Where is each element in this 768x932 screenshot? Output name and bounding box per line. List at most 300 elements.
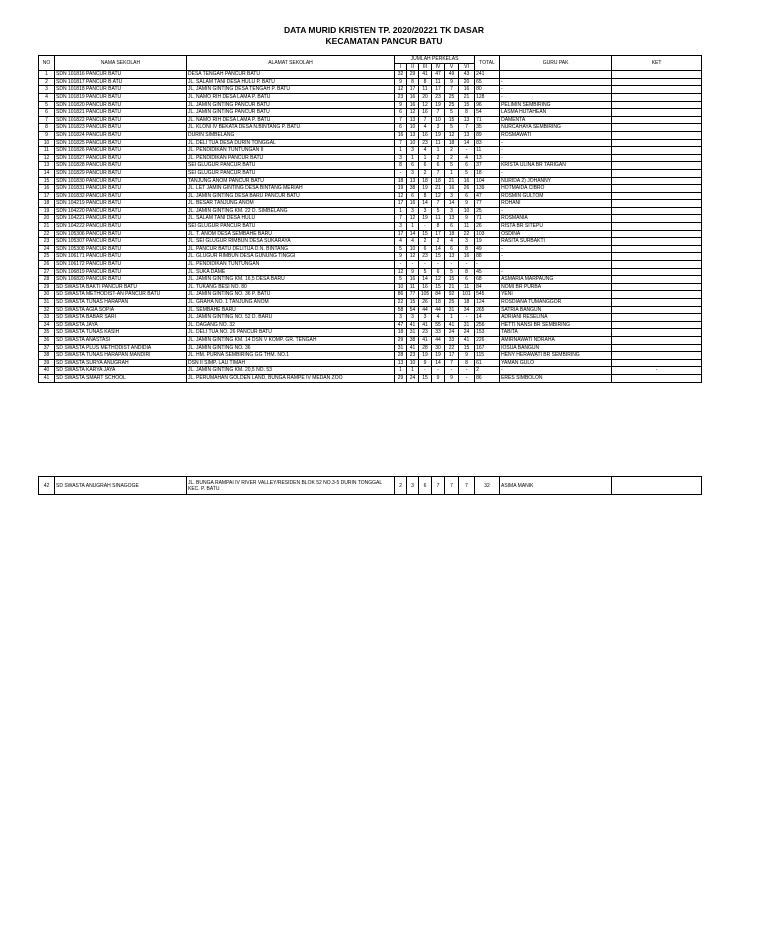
cell-kelas: 5 xyxy=(395,245,407,253)
cell-kelas: - xyxy=(407,261,419,269)
cell-kelas: 20 xyxy=(419,93,432,101)
cell-kelas: 9 xyxy=(407,268,419,276)
cell-alamat-sekolah: JL. PENDIDIKAN TUNTUNGAN II xyxy=(187,147,395,155)
cell-no: 7 xyxy=(39,116,55,124)
cell-ket xyxy=(612,261,702,269)
cell-ket xyxy=(612,147,702,155)
table-row xyxy=(39,124,702,132)
cell-kelas: 18 xyxy=(419,177,432,185)
cell-total: 11 xyxy=(475,147,500,155)
cell-kelas: 16 xyxy=(407,200,419,208)
cell-ket xyxy=(612,374,702,382)
cell-kelas: 8 xyxy=(459,268,475,276)
cell-kelas: 11 xyxy=(459,223,475,231)
cell-kelas: 6 xyxy=(459,162,475,170)
cell-alamat-sekolah: JL. PENDIDIKAN TUNTUNGAN xyxy=(187,261,395,269)
cell-nama-sekolah: SD SWASTA TUNAS HARAPAN xyxy=(55,299,187,307)
cell-kelas: 29 xyxy=(407,71,419,79)
cell-no: 3 xyxy=(39,86,55,94)
cell-kelas: 6 xyxy=(395,124,407,132)
cell-total: 71 xyxy=(475,116,500,124)
cell-total: 19 xyxy=(475,238,500,246)
cell-nama-sekolah: SD SWASTA BABAR SARI xyxy=(55,314,187,322)
cell-total: 37 xyxy=(475,162,500,170)
cell-guru-pak: ADRIANI RESELINA xyxy=(500,314,612,322)
cell-kelas: 15 xyxy=(419,230,432,238)
cell-no: 4 xyxy=(39,93,55,101)
cell-no: 5 xyxy=(39,101,55,109)
cell-ket xyxy=(612,329,702,337)
cell-no: 16 xyxy=(39,185,55,193)
cell-kelas: 2 xyxy=(445,147,459,155)
cell-kelas: 2 xyxy=(419,169,432,177)
cell-kelas: 77 xyxy=(407,291,419,299)
cell-ket xyxy=(612,215,702,223)
header-ket: KET xyxy=(612,56,702,71)
cell-kelas: 16 xyxy=(459,86,475,94)
cell-kelas: 7 xyxy=(445,477,459,495)
cell-alamat-sekolah: JL. DELI TUA DESA DURIN TONGGAL xyxy=(187,139,395,147)
cell-guru-pak: - xyxy=(500,139,612,147)
cell-kelas: 13 xyxy=(407,116,419,124)
cell-kelas: 8 xyxy=(419,192,432,200)
cell-kelas: 10 xyxy=(395,283,407,291)
cell-ket xyxy=(612,200,702,208)
cell-kelas: 6 xyxy=(432,162,445,170)
cell-nama-sekolah: SDN 101819 PANCUR BATU xyxy=(55,93,187,101)
cell-kelas: 19 xyxy=(432,101,445,109)
table-row xyxy=(39,359,702,367)
cell-kelas: 6 xyxy=(459,192,475,200)
cell-kelas: 3 xyxy=(395,223,407,231)
cell-no: 19 xyxy=(39,207,55,215)
cell-guru-pak: ASIMA MANIK xyxy=(500,477,612,495)
cell-ket xyxy=(612,314,702,322)
table-row xyxy=(39,238,702,246)
cell-no: 26 xyxy=(39,261,55,269)
cell-kelas: 2 xyxy=(432,154,445,162)
cell-no: 35 xyxy=(39,329,55,337)
cell-nama-sekolah: SD SWASTA ANASTASI xyxy=(55,336,187,344)
cell-guru-pak: RASITA SURBAKTI xyxy=(500,238,612,246)
cell-kelas: 43 xyxy=(459,71,475,79)
table-row xyxy=(39,71,702,79)
cell-kelas: 18 xyxy=(459,299,475,307)
cell-no: 2 xyxy=(39,78,55,86)
cell-kelas: 7 xyxy=(445,359,459,367)
cell-kelas: 9 xyxy=(432,374,445,382)
page-title: DATA MURID KRISTEN TP. 2020/20221 TK DASAR xyxy=(284,25,484,35)
cell-kelas: 7 xyxy=(395,116,407,124)
header-row xyxy=(39,56,702,64)
header-kelas: IV xyxy=(432,63,445,71)
table-row xyxy=(39,109,702,117)
cell-kelas: 13 xyxy=(459,116,475,124)
cell-total: 128 xyxy=(475,93,500,101)
cell-kelas: 2 xyxy=(445,154,459,162)
cell-kelas: 6 xyxy=(407,162,419,170)
cell-total: 2 xyxy=(475,367,500,375)
cell-kelas: 16 xyxy=(419,283,432,291)
cell-guru-pak: AMIRNAWATI NDRAHA xyxy=(500,336,612,344)
cell-total: 68 xyxy=(475,276,500,284)
header-nama-sekolah: NAMA SEKOLAH xyxy=(55,56,187,71)
cell-alamat-sekolah: JL. BESAR TANJUNG ANOM xyxy=(187,200,395,208)
cell-guru-pak xyxy=(500,71,612,79)
cell-kelas: 19 xyxy=(419,352,432,360)
cell-total: 65 xyxy=(475,78,500,86)
cell-ket xyxy=(612,93,702,101)
cell-alamat-sekolah: JL. SEI GLUGUR RIMBUN DESA SUKARAYA xyxy=(187,238,395,246)
cell-kelas: 9 xyxy=(419,359,432,367)
cell-no: 34 xyxy=(39,321,55,329)
cell-kelas: 1 xyxy=(395,147,407,155)
cell-alamat-sekolah: JL. PERUMAHAN GOLDEN LAND, BUNGA RAMPE IV MEDAN ZOO xyxy=(187,374,395,382)
cell-nama-sekolah: SDN 104220 PANCUR BATU xyxy=(55,207,187,215)
cell-ket xyxy=(612,238,702,246)
cell-kelas: 17 xyxy=(395,200,407,208)
cell-kelas: 4 xyxy=(395,238,407,246)
table-row xyxy=(39,336,702,344)
cell-kelas: 15 xyxy=(459,344,475,352)
cell-kelas: 26 xyxy=(459,185,475,193)
cell-ket xyxy=(612,344,702,352)
cell-kelas: 3 xyxy=(459,238,475,246)
cell-kelas: 9 xyxy=(459,215,475,223)
cell-ket xyxy=(612,245,702,253)
cell-no: 36 xyxy=(39,336,55,344)
cell-kelas: 9 xyxy=(395,78,407,86)
cell-alamat-sekolah: JL. KLONI IV BEKATA DESA N.BINTANG P. BATU xyxy=(187,124,395,132)
cell-alamat-sekolah: DSN II SIMP. LAU TIMAH xyxy=(187,359,395,367)
cell-no: 31 xyxy=(39,299,55,307)
cell-kelas: 7 xyxy=(432,169,445,177)
cell-kelas: 8 xyxy=(407,78,419,86)
cell-kelas: 6 xyxy=(419,162,432,170)
table-row xyxy=(39,299,702,307)
cell-nama-sekolah: SD SWASTA KARYA JAYA xyxy=(55,367,187,375)
cell-kelas: 8 xyxy=(459,359,475,367)
header-kelas: V xyxy=(445,63,459,71)
table-row xyxy=(39,230,702,238)
cell-kelas: 7 xyxy=(459,477,475,495)
cell-kelas: - xyxy=(419,223,432,231)
cell-guru-pak: - xyxy=(500,86,612,94)
cell-nama-sekolah: SDN 105307 PANCUR BATU xyxy=(55,238,187,246)
cell-total: 32 xyxy=(475,477,500,495)
cell-kelas: 12 xyxy=(445,131,459,139)
cell-kelas: 9 xyxy=(395,253,407,261)
cell-kelas: 10 xyxy=(407,124,419,132)
cell-kelas: 19 xyxy=(419,215,432,223)
cell-kelas: 5 xyxy=(395,276,407,284)
cell-kelas: 12 xyxy=(432,276,445,284)
cell-alamat-sekolah: JL. PANCUR BATU DELITUA D.N. BINTANG xyxy=(187,245,395,253)
table-row xyxy=(39,139,702,147)
cell-nama-sekolah: SDN 101822 PANCUR BATU xyxy=(55,116,187,124)
cell-kelas: 16 xyxy=(419,131,432,139)
cell-kelas: 4 xyxy=(419,147,432,155)
cell-kelas: 1 xyxy=(395,207,407,215)
cell-kelas: 10 xyxy=(459,207,475,215)
cell-alamat-sekolah: DURIN SIMBELANG xyxy=(187,131,395,139)
cell-no: 32 xyxy=(39,306,55,314)
cell-nama-sekolah: SDN 101827 PANCUR BATU xyxy=(55,154,187,162)
cell-ket xyxy=(612,321,702,329)
cell-ket xyxy=(612,192,702,200)
cell-no: 27 xyxy=(39,268,55,276)
cell-kelas: 41 xyxy=(445,321,459,329)
cell-total: 45 xyxy=(475,268,500,276)
cell-alamat-sekolah: JL. GRAHA NO. 1 TANJUNG ANOM xyxy=(187,299,395,307)
cell-ket xyxy=(612,154,702,162)
table-row xyxy=(39,268,702,276)
cell-kelas: 4 xyxy=(445,238,459,246)
cell-total: 26 xyxy=(475,223,500,231)
table-row xyxy=(39,169,702,177)
cell-kelas: 23 xyxy=(395,93,407,101)
cell-ket xyxy=(612,299,702,307)
cell-kelas: 25 xyxy=(445,93,459,101)
cell-guru-pak: NURCAHAYA SEMBIRING xyxy=(500,124,612,132)
cell-kelas: 1 xyxy=(445,169,459,177)
cell-kelas: 5 xyxy=(459,169,475,177)
cell-no: 14 xyxy=(39,169,55,177)
table-row xyxy=(39,223,702,231)
cell-total: 13 xyxy=(475,154,500,162)
cell-kelas: 7 xyxy=(445,86,459,94)
cell-kelas: 18 xyxy=(432,177,445,185)
cell-kelas: 22 xyxy=(445,344,459,352)
cell-kelas: 23 xyxy=(407,352,419,360)
cell-kelas: 21 xyxy=(432,185,445,193)
cell-no: 25 xyxy=(39,253,55,261)
cell-nama-sekolah: SD SWASTA PLUS METHODIST ANDIDIA xyxy=(55,344,187,352)
cell-kelas: 31 xyxy=(459,321,475,329)
cell-kelas: 28 xyxy=(419,344,432,352)
cell-guru-pak: - xyxy=(500,154,612,162)
cell-kelas: 1 xyxy=(445,314,459,322)
cell-kelas: 7 xyxy=(419,116,432,124)
cell-total: 80 xyxy=(475,86,500,94)
cell-total: 18 xyxy=(475,169,500,177)
cell-alamat-sekolah: JL. JAMIN GINTING KM. 22 D. SIMBELANG xyxy=(187,207,395,215)
cell-total: 241 xyxy=(475,71,500,79)
cell-total: 103 xyxy=(475,230,500,238)
cell-kelas: 5 xyxy=(445,162,459,170)
cell-kelas: 5 xyxy=(445,124,459,132)
cell-kelas: 7 xyxy=(395,139,407,147)
cell-kelas: 9 xyxy=(459,200,475,208)
cell-kelas: 8 xyxy=(459,245,475,253)
cell-kelas: 38 xyxy=(407,185,419,193)
header-total: TOTAL xyxy=(475,56,500,71)
table-row xyxy=(39,276,702,284)
cell-kelas: 29 xyxy=(395,336,407,344)
cell-guru-pak: PELIMIN SEMBIRING xyxy=(500,101,612,109)
cell-no: 1 xyxy=(39,71,55,79)
cell-kelas: 9 xyxy=(445,78,459,86)
cell-guru-pak: ROSMANIA xyxy=(500,215,612,223)
cell-no: 17 xyxy=(39,192,55,200)
cell-ket xyxy=(612,71,702,79)
cell-ket xyxy=(612,78,702,86)
cell-ket xyxy=(612,169,702,177)
table-row xyxy=(39,253,702,261)
cell-kelas: 11 xyxy=(459,283,475,291)
cell-kelas: 24 xyxy=(445,329,459,337)
cell-kelas: 28 xyxy=(395,352,407,360)
cell-kelas: 23 xyxy=(419,329,432,337)
cell-kelas: 12 xyxy=(407,215,419,223)
cell-nama-sekolah: SDN 104219 PANCUR BATU xyxy=(55,200,187,208)
cell-kelas: 3 xyxy=(407,169,419,177)
cell-kelas: 33 xyxy=(432,329,445,337)
cell-no: 40 xyxy=(39,367,55,375)
cell-kelas: - xyxy=(459,374,475,382)
cell-kelas: 18 xyxy=(445,230,459,238)
cell-kelas: 6 xyxy=(432,268,445,276)
cell-kelas: 22 xyxy=(395,299,407,307)
cell-kelas: 2 xyxy=(395,477,407,495)
table-row xyxy=(39,477,702,495)
cell-guru-pak: ROSMAWATI xyxy=(500,131,612,139)
cell-kelas: 1 xyxy=(407,154,419,162)
cell-nama-sekolah: SDN 101829 PANCUR BATU xyxy=(55,169,187,177)
table-row xyxy=(39,291,702,299)
cell-ket xyxy=(612,253,702,261)
cell-no: 24 xyxy=(39,245,55,253)
cell-total: 83 xyxy=(475,139,500,147)
cell-kelas: 3 xyxy=(445,207,459,215)
cell-guru-pak: HETTI NANSI BR SEMBIRING xyxy=(500,321,612,329)
cell-alamat-sekolah: SEI GLUGUR PANCUR BATU xyxy=(187,223,395,231)
cell-ket xyxy=(612,101,702,109)
cell-kelas: 5 xyxy=(419,268,432,276)
cell-kelas: 18 xyxy=(395,329,407,337)
cell-kelas: 55 xyxy=(432,321,445,329)
cell-ket xyxy=(612,116,702,124)
cell-guru-pak: KRISTA ULINA BR TARIGAN xyxy=(500,162,612,170)
cell-no: 30 xyxy=(39,291,55,299)
cell-kelas: 86 xyxy=(395,291,407,299)
table-row xyxy=(39,116,702,124)
cell-alamat-sekolah: JL. GLUGUR RIMBUN DESA GUNUNG TINGGI xyxy=(187,253,395,261)
cell-kelas: 8 xyxy=(432,223,445,231)
cell-kelas: 16 xyxy=(395,131,407,139)
cell-kelas: 21 xyxy=(445,177,459,185)
cell-nama-sekolah: SDN 106820 PANCUR BATU xyxy=(55,276,187,284)
cell-guru-pak: - xyxy=(500,245,612,253)
cell-kelas: 6 xyxy=(445,245,459,253)
cell-total: - xyxy=(475,261,500,269)
cell-total: 545 xyxy=(475,291,500,299)
cell-alamat-sekolah: JL. PENDIDIKAN PANCUR BATU xyxy=(187,154,395,162)
cell-alamat-sekolah: JL. JAMIN GINTING NO. 36 xyxy=(187,344,395,352)
cell-no: 23 xyxy=(39,238,55,246)
cell-kelas: - xyxy=(445,367,459,375)
cell-kelas: 3 xyxy=(419,314,432,322)
table-row xyxy=(39,177,702,185)
cell-kelas: 23 xyxy=(432,93,445,101)
cell-ket xyxy=(612,283,702,291)
cell-kelas: 8 xyxy=(395,162,407,170)
cell-ket xyxy=(612,336,702,344)
cell-guru-pak: - xyxy=(500,169,612,177)
header-kelas: I xyxy=(395,63,407,71)
cell-no: 21 xyxy=(39,223,55,231)
cell-kelas: 41 xyxy=(459,336,475,344)
cell-nama-sekolah: SDN 101830 PANCUR BATU xyxy=(55,177,187,185)
cell-no: 33 xyxy=(39,314,55,322)
cell-ket xyxy=(612,352,702,360)
cell-kelas: 16 xyxy=(459,177,475,185)
cell-kelas: 105 xyxy=(419,291,432,299)
cell-total: 77 xyxy=(475,200,500,208)
cell-kelas: 19 xyxy=(419,185,432,193)
cell-ket xyxy=(612,268,702,276)
cell-total: 153 xyxy=(475,329,500,337)
cell-kelas: 1 xyxy=(419,154,432,162)
cell-nama-sekolah: SDN 101828 PANCUR BATU xyxy=(55,162,187,170)
cell-kelas: 3 xyxy=(407,147,419,155)
cell-kelas: 33 xyxy=(445,336,459,344)
table-row xyxy=(39,185,702,193)
cell-total: 35 xyxy=(475,124,500,132)
cell-no: 10 xyxy=(39,139,55,147)
cell-kelas: 34 xyxy=(459,306,475,314)
cell-no: 11 xyxy=(39,147,55,155)
cell-nama-sekolah: SD SWASTA AGIA SOPIA xyxy=(55,306,187,314)
cell-kelas: 17 xyxy=(445,352,459,360)
cell-kelas: 9 xyxy=(445,374,459,382)
cell-no: 28 xyxy=(39,276,55,284)
cell-kelas: 18 xyxy=(395,177,407,185)
cell-nama-sekolah: SDN 101831 PANCUR BATU xyxy=(55,185,187,193)
cell-kelas: 54 xyxy=(407,306,419,314)
cell-total: 25 xyxy=(475,207,500,215)
cell-alamat-sekolah: JL. NAMO RIH DESA LAMA P. BATU xyxy=(187,116,395,124)
cell-kelas: 15 xyxy=(432,283,445,291)
cell-kelas: 18 xyxy=(445,139,459,147)
cell-guru-pak: YENI xyxy=(500,291,612,299)
cell-kelas: 19 xyxy=(395,185,407,193)
cell-alamat-sekolah: JL. SEMBAHE BARU xyxy=(187,306,395,314)
cell-kelas: 29 xyxy=(395,374,407,382)
cell-total: 89 xyxy=(475,131,500,139)
cell-ket xyxy=(612,223,702,231)
cell-kelas: 15 xyxy=(432,253,445,261)
table-row xyxy=(39,147,702,155)
cell-kelas: 15 xyxy=(445,116,459,124)
cell-no: 42 xyxy=(39,477,55,495)
cell-alamat-sekolah: JL. DAGANG NO. 32 xyxy=(187,321,395,329)
cell-alamat-sekolah: JL. LET JAMIN GINTING DESA BINTANG MERIAH xyxy=(187,185,395,193)
cell-kelas: 16 xyxy=(407,101,419,109)
cell-total: 256 xyxy=(475,321,500,329)
cell-kelas: 5 xyxy=(432,207,445,215)
table-row xyxy=(39,86,702,94)
cell-guru-pak: DAMENTA xyxy=(500,116,612,124)
cell-kelas: 3 xyxy=(445,192,459,200)
cell-alamat-sekolah: JL. JAMIN GINTING DESA TENGAH P. BATU xyxy=(187,86,395,94)
cell-kelas: 14 xyxy=(419,276,432,284)
cell-nama-sekolah: SDN 106171 PANCUR BATU xyxy=(55,253,187,261)
cell-kelas: 1 xyxy=(395,367,407,375)
cell-nama-sekolah: SDN 104221 PANCUR BATU xyxy=(55,215,187,223)
cell-total: 84 xyxy=(475,283,500,291)
cell-alamat-sekolah: JL. SALAM TANI DESA HULU xyxy=(187,215,395,223)
